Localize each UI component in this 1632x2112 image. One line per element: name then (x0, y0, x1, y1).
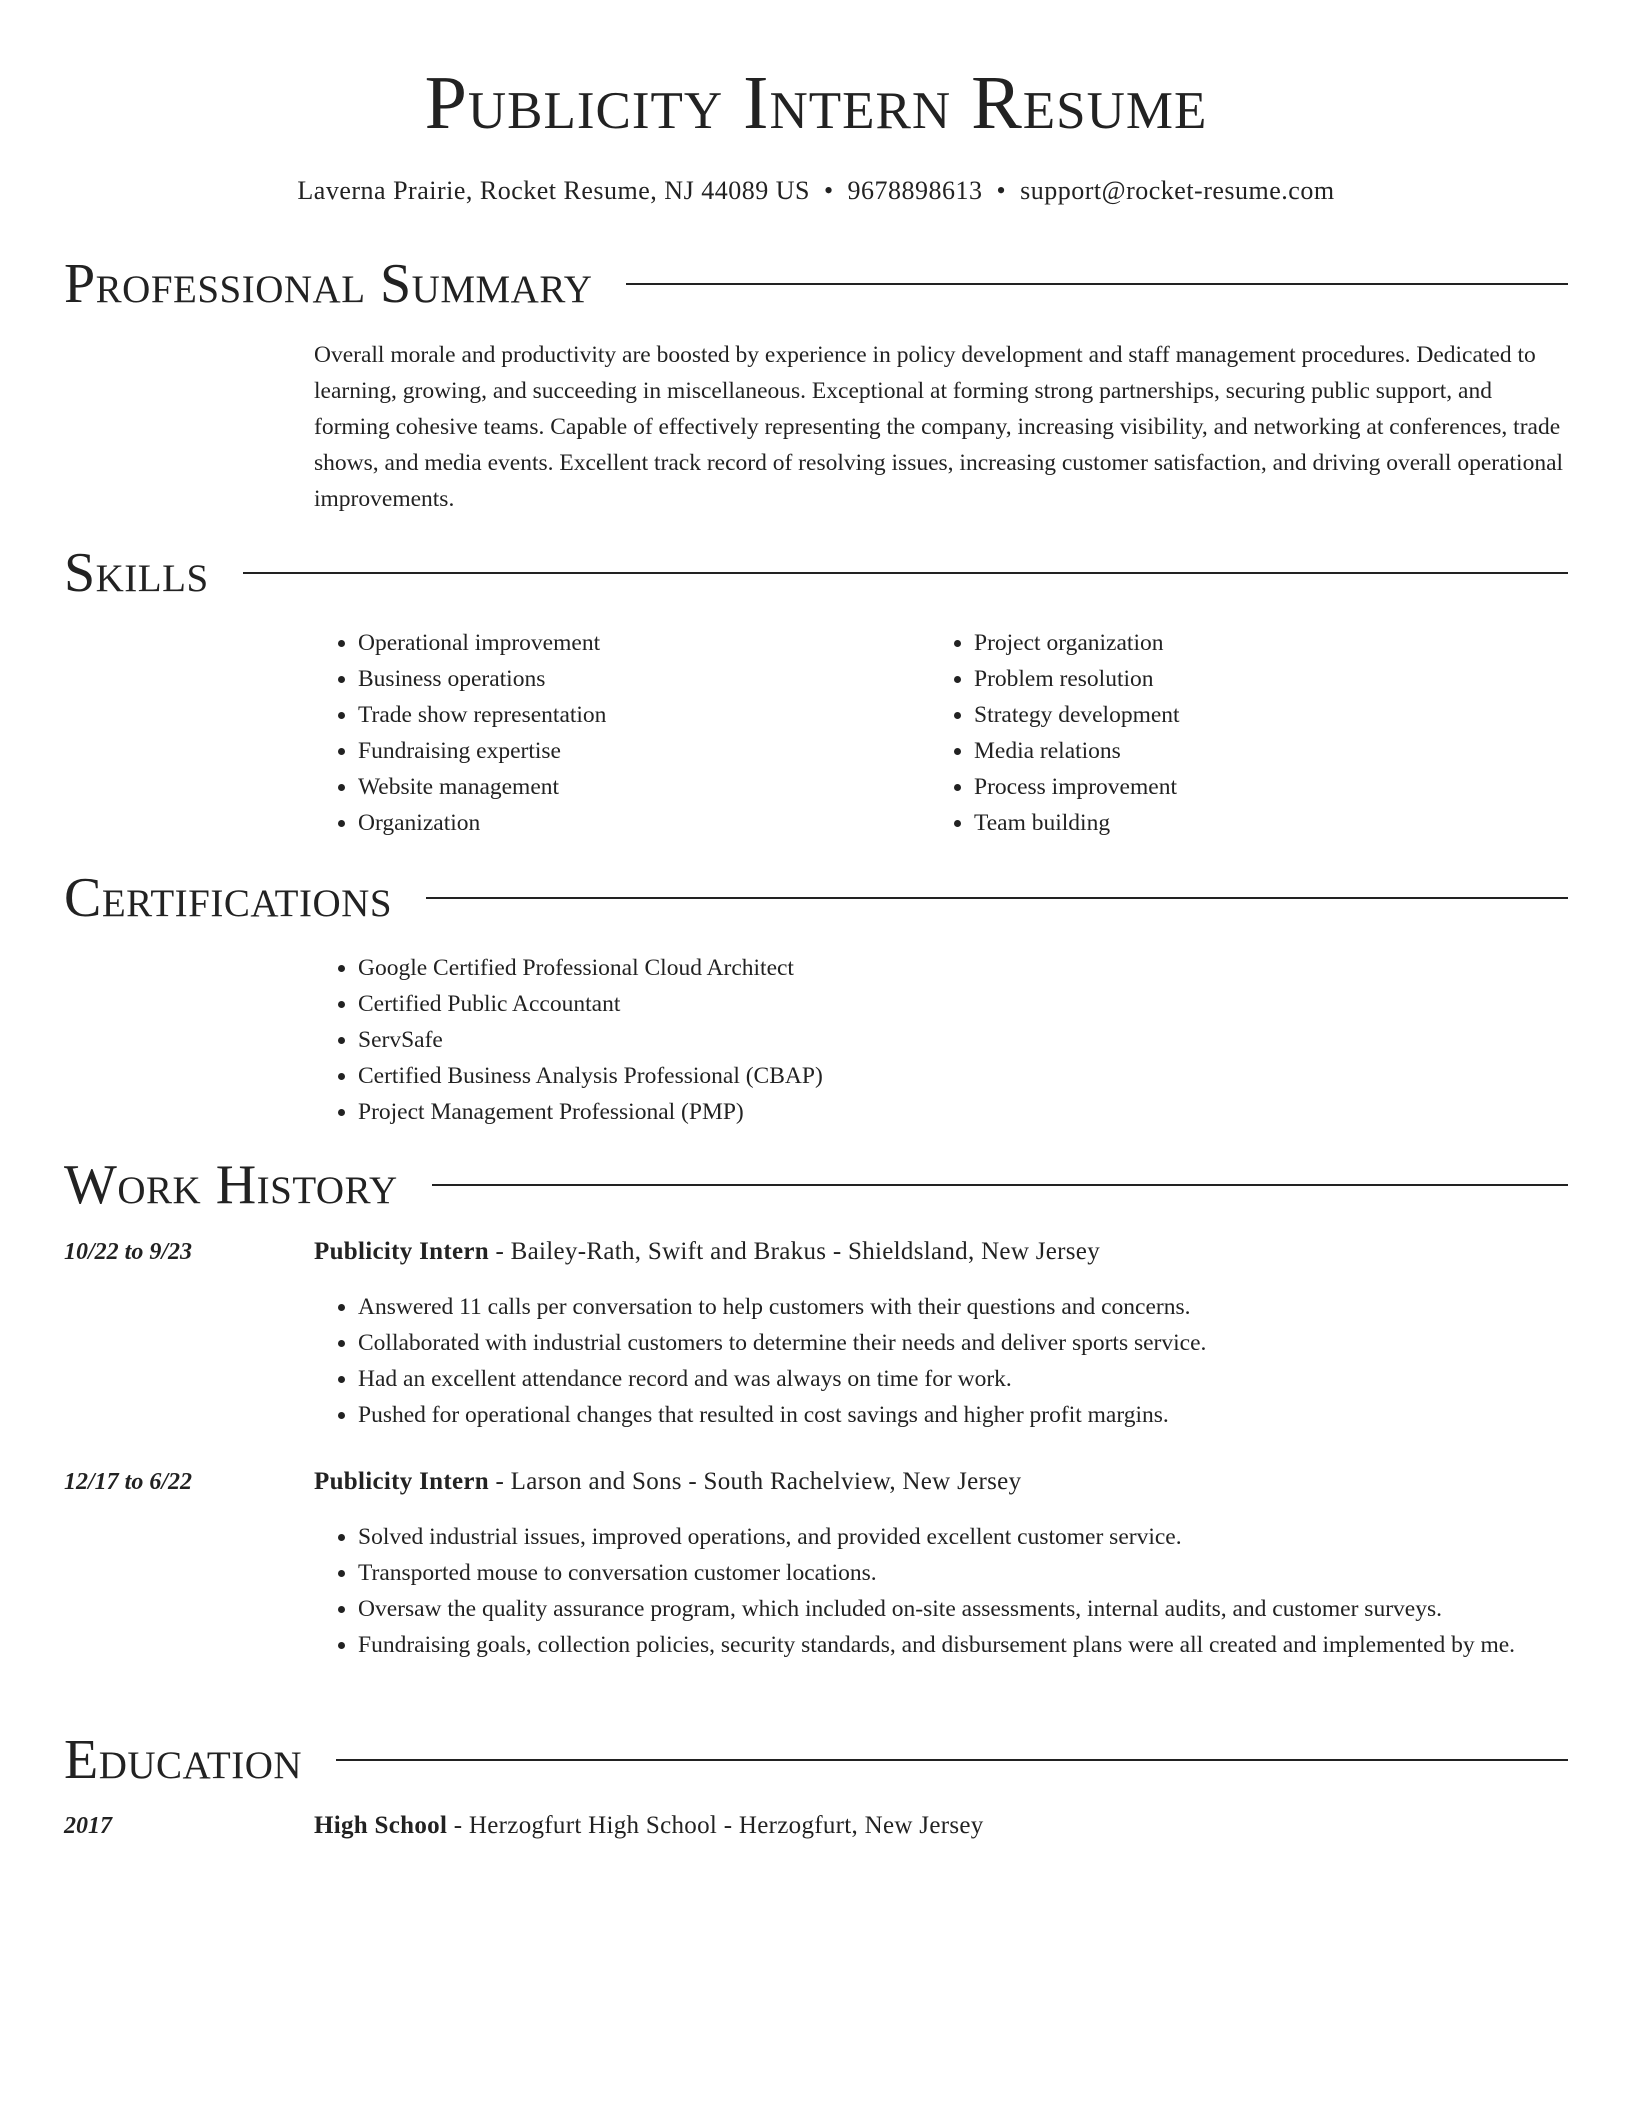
job-duties (314, 1519, 1568, 1663)
skills-list (314, 625, 1568, 841)
contact-separator: • (823, 176, 834, 205)
section-header-education (64, 1728, 1568, 1792)
certification-item: • Certified Public Accountant (358, 986, 1568, 1022)
skill-item: • Process improvement (974, 769, 1546, 805)
certification-item: • ServSafe (358, 1022, 1568, 1058)
education-degree: High School (314, 1812, 448, 1839)
skill-item: • Business operations (358, 661, 930, 697)
section-header-summary (64, 252, 1568, 316)
skills-column-left (314, 625, 930, 841)
contact-address: Laverna Prairie, Rocket Resume, NJ 44089 US (297, 176, 810, 205)
skill-item: • Project organization (974, 625, 1546, 661)
section-divider (336, 1759, 1568, 1761)
skill-item: • Website management (358, 769, 930, 805)
job-duty-item: • Answered 11 calls per conversation to help customers with their questions and concerns. (358, 1289, 1568, 1325)
job-duty-item: • Fundraising goals, collection policies, security standards, and disbursement plans were all created and implemented by me. (358, 1627, 1568, 1663)
section-header-work-history (64, 1153, 1568, 1217)
education-line (314, 1808, 1568, 1844)
section-title-summary: Professional Summary (64, 253, 593, 315)
skill-item: • Organization (358, 805, 930, 841)
job-title-line (314, 1234, 1568, 1270)
job-duty-item: • Solved industrial issues, improved operations, and provided excellent customer service. (358, 1519, 1568, 1555)
certification-item: • Project Management Professional (PMP) (358, 1094, 1568, 1130)
contact-phone: 9678898613 (847, 176, 983, 205)
section-title-skills: Skills (64, 542, 209, 604)
job-duty-item: • Had an excellent attendance record and was always on time for work. (358, 1361, 1568, 1397)
contact-line (64, 174, 1568, 208)
skill-item: • Problem resolution (974, 661, 1546, 697)
job-duties (314, 1289, 1568, 1433)
skill-item: • Strategy development (974, 697, 1546, 733)
education-school: - Herzogfurt High School - Herzogfurt, New Jersey (447, 1812, 984, 1839)
certification-item: • Certified Business Analysis Professional (CBAP) (358, 1058, 1568, 1094)
section-header-certifications (64, 866, 1568, 930)
job-duty-item: • Collaborated with industrial customers to determine their needs and deliver sports service. (358, 1325, 1568, 1361)
job-title: Publicity Intern (314, 1238, 489, 1265)
job-duty-item: • Transported mouse to conversation customer locations. (358, 1555, 1568, 1591)
job-employer: - Bailey-Rath, Swift and Brakus - Shieldsland, New Jersey (488, 1238, 1100, 1265)
section-header-skills (64, 541, 1568, 605)
job-employer: - Larson and Sons - South Rachelview, New Jersey (488, 1468, 1022, 1495)
section-divider (243, 572, 1568, 574)
certifications-list (314, 950, 1568, 1130)
section-title-certifications: Certifications (64, 867, 393, 929)
education-year: 2017 (64, 1813, 112, 1839)
section-divider (426, 897, 1568, 899)
contact-separator: • (996, 176, 1007, 205)
summary-text: Overall morale and productivity are boosted by experience in policy development and staff management procedures. Dedicated to learning, growing, and succeeding in miscellaneous. Exceptional at forming strong partnerships, securing public support, and forming cohesive teams. Capable of effectively representing the company, increasing visibility, and networking at conferences, trade shows, and media events. Excellent track record of resolving issues, increasing customer satisfaction, and driving overall operational improvements. (314, 342, 1564, 512)
skill-item: • Team building (974, 805, 1546, 841)
skill-item: • Fundraising expertise (358, 733, 930, 769)
section-title-work-history: Work History (64, 1154, 398, 1216)
job-title: Publicity Intern (314, 1468, 489, 1495)
skill-item: • Operational improvement (358, 625, 930, 661)
section-divider (626, 283, 1568, 285)
job-duty-item: • Pushed for operational changes that resulted in cost savings and higher profit margins. (358, 1397, 1568, 1433)
certification-item: • Google Certified Professional Cloud Architect (358, 950, 1568, 986)
skill-item: • Media relations (974, 733, 1546, 769)
skills-column-right (930, 625, 1546, 841)
resume-title: Publicity Intern Resume (424, 61, 1208, 145)
section-divider (432, 1184, 1568, 1186)
section-title-education: Education (64, 1729, 303, 1791)
job-duty-item: • Oversaw the quality assurance program, which included on-site assessments, internal audits, and customer surveys. (358, 1591, 1568, 1627)
job-dates: 10/22 to 9/23 (64, 1239, 193, 1265)
contact-email: support@rocket-resume.com (1020, 176, 1335, 205)
skill-item: • Trade show representation (358, 697, 930, 733)
job-title-line (314, 1464, 1568, 1500)
job-dates: 12/17 to 6/22 (64, 1469, 193, 1495)
